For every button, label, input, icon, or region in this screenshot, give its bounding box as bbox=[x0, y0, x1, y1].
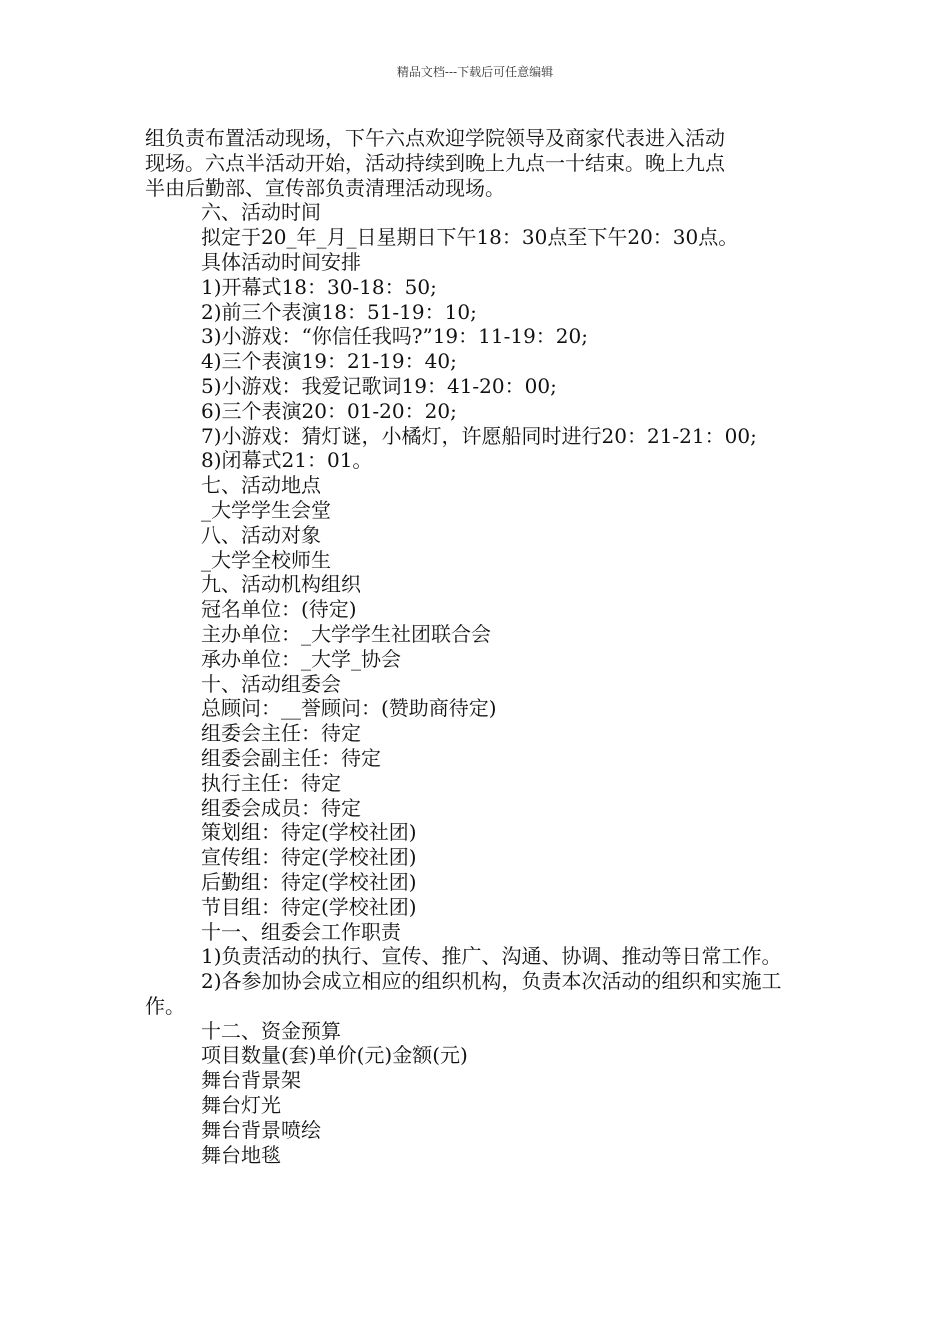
document-body bbox=[145, 126, 810, 1167]
section-heading: 十、活动组委会 bbox=[201, 671, 341, 696]
section-heading: 十二、资金预算 bbox=[201, 1018, 341, 1043]
text-line: 策划组：待定(学校社团) bbox=[201, 820, 417, 845]
schedule-item: 3)小游戏：“你信任我吗?”19：11-19：20; bbox=[201, 324, 588, 349]
text-line: 总顾问：__誉顾问：(赞助商待定) bbox=[201, 696, 497, 721]
paragraph-line: 半由后勤部、宣传部负责清理活动现场。 bbox=[145, 175, 505, 200]
text-line: 拟定于20_年_月_日星期日下午18：30点至下午20：30点。 bbox=[201, 225, 739, 250]
text-line: 具体活动时间安排 bbox=[201, 249, 361, 274]
text-line: 组委会主任：待定 bbox=[201, 721, 361, 746]
text-line: 执行主任：待定 bbox=[201, 770, 341, 795]
schedule-item: 4)三个表演19：21-19：40; bbox=[201, 349, 457, 374]
section-heading: 十一、组委会工作职责 bbox=[201, 919, 401, 944]
schedule-item: 1)开幕式18：30-18：50; bbox=[201, 274, 437, 299]
paragraph-line: 现场。六点半活动开始，活动持续到晚上九点一十结束。晚上九点 bbox=[145, 150, 725, 175]
text-line: 节目组：待定(学校社团) bbox=[201, 894, 417, 919]
text-line: 组委会成员：待定 bbox=[201, 795, 361, 820]
text-line: 组委会副主任：待定 bbox=[201, 745, 381, 770]
duty-paragraph: 1)负责活动的执行、宣传、推广、沟通、协调、推动等日常工作。 bbox=[201, 944, 782, 969]
duty-paragraph: 2)各参加协会成立相应的组织机构，负责本次活动的组织和实施工作。 bbox=[145, 969, 782, 1018]
section-heading: 七、活动地点 bbox=[201, 473, 321, 498]
section-heading: 八、活动对象 bbox=[201, 522, 321, 547]
section-heading: 九、活动机构组织 bbox=[201, 572, 361, 597]
budget-item: 舞台背景喷绘 bbox=[201, 1117, 321, 1142]
text-line: 主办单位：_大学学生社团联合会 bbox=[201, 621, 491, 646]
budget-item: 舞台背景架 bbox=[201, 1068, 301, 1093]
text-line: _大学学生会堂 bbox=[201, 497, 331, 522]
text-line: 冠名单位：(待定) bbox=[201, 597, 357, 622]
text-line: 后勤组：待定(学校社团) bbox=[201, 869, 417, 894]
schedule-item: 6)三个表演20：01-20：20; bbox=[201, 398, 457, 423]
section-heading: 六、活动时间 bbox=[201, 200, 321, 225]
schedule-item: 8)闭幕式21：01。 bbox=[201, 448, 373, 473]
budget-header: 项目数量(套)单价(元)金额(元) bbox=[201, 1043, 468, 1068]
budget-item: 舞台灯光 bbox=[201, 1093, 281, 1118]
paragraph-line: 组负责布置活动现场，下午六点欢迎学院领导及商家代表进入活动 bbox=[145, 126, 725, 150]
schedule-item: 5)小游戏：我爱记歌词19：41-20：00; bbox=[201, 373, 557, 398]
text-line: 宣传组：待定(学校社团) bbox=[201, 845, 417, 870]
schedule-item-wrapped: 7)小游戏：猜灯谜，小橘灯，许愿船同时进行20：21-21：00; bbox=[201, 423, 757, 448]
schedule-item: 2)前三个表演18：51-19：10; bbox=[201, 299, 477, 324]
text-line: _大学全校师生 bbox=[201, 547, 331, 572]
text-line: 承办单位：_大学_协会 bbox=[201, 646, 401, 671]
budget-item: 舞台地毯 bbox=[201, 1142, 281, 1167]
page-header: 精品文档---下载后可任意编辑 bbox=[396, 65, 554, 79]
